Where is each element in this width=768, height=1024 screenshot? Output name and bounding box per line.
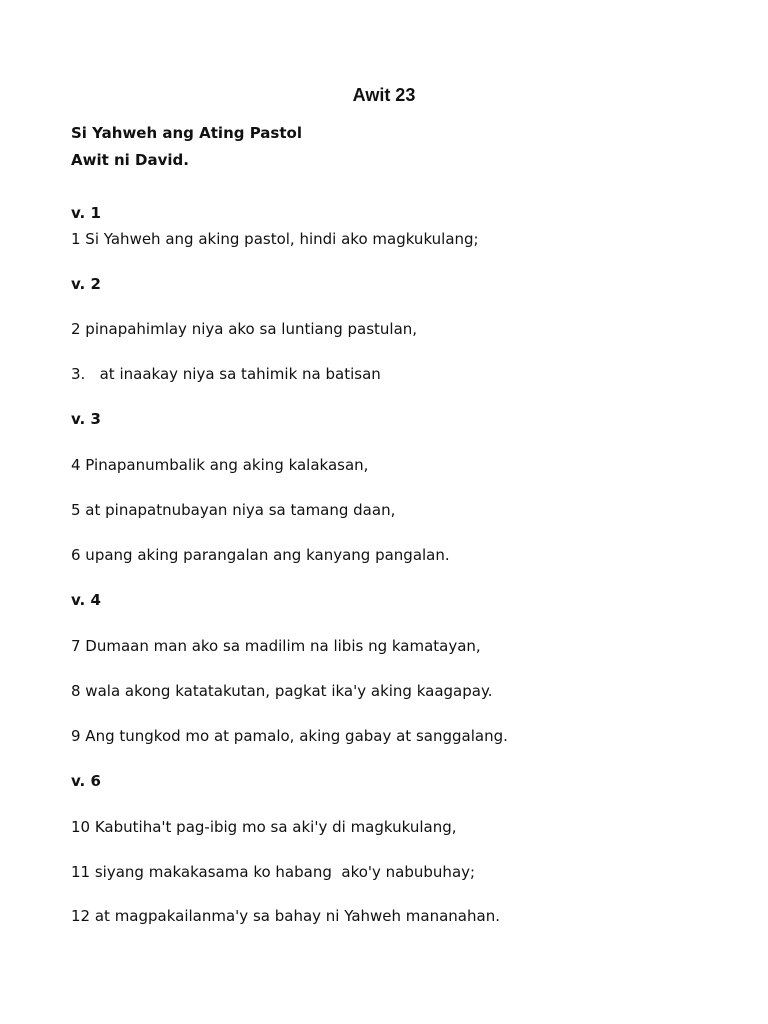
- verse-line: 5 at pinapatnubayan niya sa tamang daan,: [71, 501, 396, 519]
- verse-heading: v. 1: [71, 204, 101, 222]
- verse-line: 3. at inaakay niya sa tahimik na batisan: [71, 365, 381, 383]
- verse-heading: v. 4: [71, 591, 101, 609]
- verse-line: 12 at magpakailanma'y sa bahay ni Yahweh mananahan.: [71, 907, 500, 925]
- verse-heading: v. 6: [71, 772, 101, 790]
- verse-heading: v. 3: [71, 410, 101, 428]
- psalm-attribution: Awit ni David.: [71, 151, 189, 169]
- verse-line: 10 Kabutiha't pag-ibig mo sa aki'y di magkukulang,: [71, 818, 457, 836]
- verse-line: 4 Pinapanumbalik ang aking kalakasan,: [71, 456, 369, 474]
- verse-line: 7 Dumaan man ako sa madilim na libis ng kamatayan,: [71, 637, 481, 655]
- verse-line: 11 siyang makakasama ko habang ako'y nabubuhay;: [71, 863, 476, 881]
- verse-line: 6 upang aking parangalan ang kanyang pangalan.: [71, 546, 450, 564]
- verse-line: 1 Si Yahweh ang aking pastol, hindi ako magkukulang;: [71, 230, 479, 248]
- document-title: Awit 23: [352, 85, 416, 105]
- verse-line: 8 wala akong katatakutan, pagkat ika'y aking kaagapay.: [71, 682, 493, 700]
- verse-line: 2 pinapahimlay niya ako sa luntiang pastulan,: [71, 320, 418, 338]
- verse-line: 9 Ang tungkod mo at pamalo, aking gabay at sanggalang.: [71, 727, 508, 745]
- psalm-subtitle: Si Yahweh ang Ating Pastol: [71, 124, 302, 142]
- verse-heading: v. 2: [71, 275, 101, 293]
